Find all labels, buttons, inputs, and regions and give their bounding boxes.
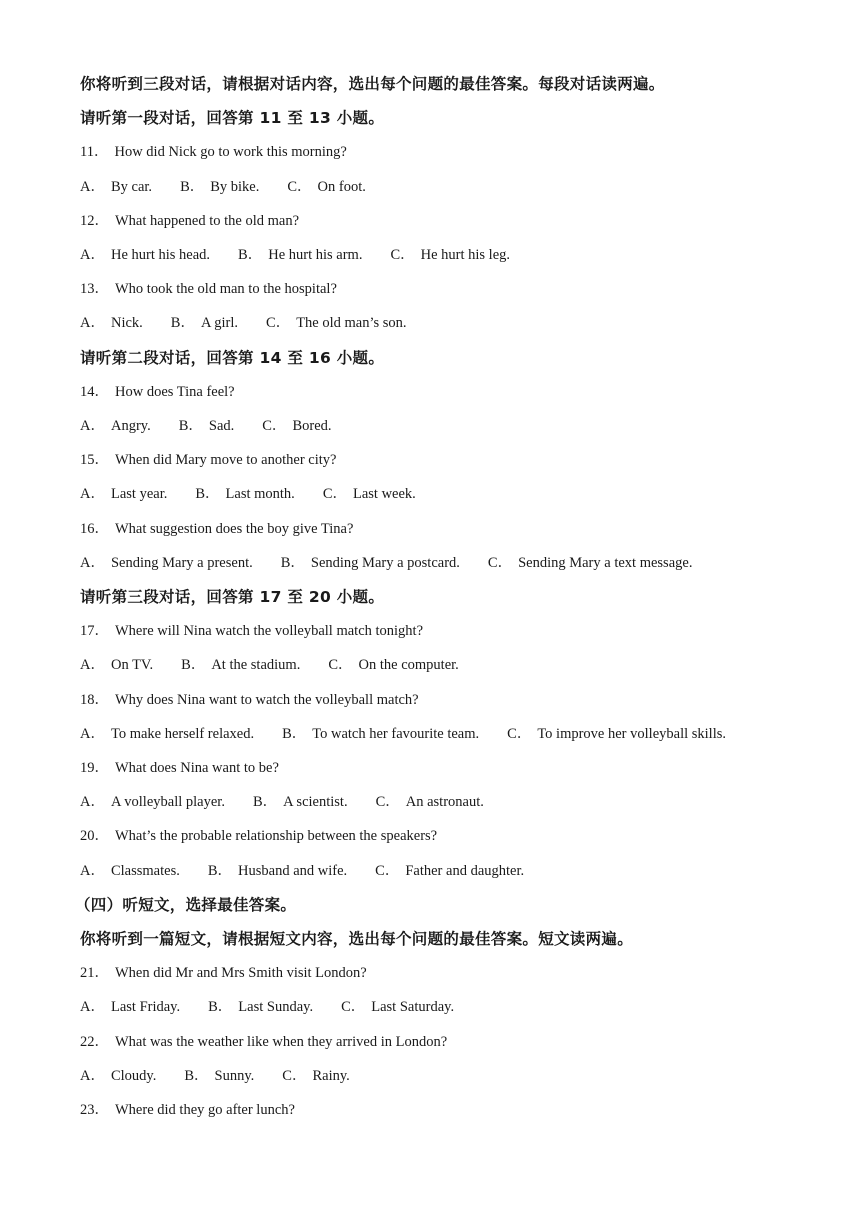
option-letter: B． — [238, 247, 263, 263]
option-text: By car. — [110, 179, 153, 195]
answer-option — [80, 997, 180, 1017]
options-row — [80, 997, 454, 1017]
answer-option — [80, 484, 167, 504]
question-number: 18． — [80, 692, 109, 708]
answer-option — [80, 245, 210, 265]
section-heading: 你将听到三段对话，请根据对话内容，选出每个问题的最佳答案。每段对话读两遍。 — [80, 75, 665, 93]
options-row — [80, 177, 366, 197]
option-letter: C． — [266, 315, 291, 331]
answer-option — [376, 792, 484, 812]
option-letter: B． — [180, 179, 205, 195]
question-number: 15． — [80, 452, 109, 468]
option-letter: B． — [170, 315, 195, 331]
answer-option — [80, 861, 180, 881]
question-line — [80, 963, 367, 983]
option-text: He hurt his head. — [110, 247, 211, 263]
option-letter: A． — [80, 794, 105, 810]
option-letter: A． — [80, 1068, 105, 1084]
option-letter: A． — [80, 999, 105, 1015]
option-text: A girl. — [200, 315, 239, 331]
question-number: 11． — [80, 144, 109, 160]
option-text: Sad. — [208, 418, 235, 434]
option-text: On foot. — [317, 179, 366, 195]
option-text: Sending Mary a text message. — [518, 555, 693, 571]
option-letter: C． — [390, 247, 415, 263]
option-letter: A． — [80, 418, 105, 434]
question-text: What suggestion does the boy give Tina? — [115, 521, 354, 537]
answer-option — [80, 313, 143, 333]
option-letter: B． — [282, 726, 307, 742]
question-text: What’s the probable relationship between the speakers? — [115, 828, 438, 844]
option-letter: C． — [322, 486, 347, 502]
question-number: 16． — [80, 521, 109, 537]
option-text: Bored. — [292, 418, 332, 434]
options-row — [80, 416, 332, 436]
option-text: A scientist. — [283, 794, 348, 810]
option-text: Classmates. — [110, 863, 180, 879]
option-text: Last Friday. — [110, 999, 181, 1015]
section-heading: 请听第二段对话，回答第 14 至 16 小题。 — [80, 349, 385, 367]
answer-option — [208, 861, 347, 881]
option-text: Last year. — [110, 486, 168, 502]
option-letter: B． — [181, 657, 206, 673]
option-letter: C． — [341, 999, 366, 1015]
section-heading: 请听第一段对话，回答第 11 至 13 小题。 — [80, 109, 385, 127]
option-text: Cloudy. — [110, 1068, 157, 1084]
option-letter: B． — [207, 863, 233, 879]
section-heading: 请听第三段对话，回答第 17 至 20 小题。 — [80, 588, 385, 606]
answer-option — [281, 553, 460, 573]
option-letter: B． — [280, 555, 305, 571]
option-letter: A． — [80, 726, 105, 742]
answer-option — [171, 313, 238, 333]
question-line — [80, 142, 347, 162]
options-row — [80, 724, 726, 744]
option-text: An astronaut. — [405, 794, 484, 810]
option-text: To watch her favourite team. — [312, 726, 480, 742]
option-text: To make herself relaxed. — [110, 726, 255, 742]
answer-option — [341, 997, 454, 1017]
answer-option — [253, 792, 348, 812]
options-row — [80, 655, 459, 675]
answer-option — [181, 655, 300, 675]
option-text: Father and daughter. — [405, 863, 525, 879]
answer-option — [328, 655, 458, 675]
option-letter: C． — [262, 418, 287, 434]
question-number: 12． — [80, 213, 109, 229]
question-number: 17． — [80, 623, 109, 639]
option-text: Sending Mary a postcard. — [310, 555, 460, 571]
option-letter: B． — [184, 1068, 209, 1084]
answer-option — [238, 245, 362, 265]
answer-option — [80, 416, 151, 436]
options-row — [80, 484, 416, 504]
question-number: 22． — [80, 1034, 109, 1050]
option-text: At the stadium. — [211, 657, 301, 673]
option-letter: C． — [375, 794, 400, 810]
question-line — [80, 1032, 447, 1052]
question-text: Where will Nina watch the volleyball match tonight? — [115, 623, 424, 639]
section-heading: （四）听短文，选择最佳答案。 — [75, 896, 297, 914]
option-letter: A． — [80, 863, 105, 879]
option-text: Last Sunday. — [238, 999, 314, 1015]
answer-option — [80, 655, 153, 675]
question-number: 14． — [80, 384, 109, 400]
option-letter: B． — [178, 418, 203, 434]
answer-option — [282, 1066, 350, 1086]
answer-option — [80, 792, 225, 812]
option-letter: A． — [80, 179, 105, 195]
answer-option — [375, 861, 524, 881]
question-number: 19． — [80, 760, 109, 776]
option-letter: C． — [282, 1068, 307, 1084]
option-letter: B． — [252, 794, 278, 810]
option-text: Nick. — [110, 315, 143, 331]
options-row — [80, 245, 510, 265]
question-line — [80, 382, 235, 402]
question-text: Why does Nina want to watch the volleyball match? — [115, 692, 419, 708]
answer-option — [262, 416, 331, 436]
answer-option — [390, 245, 510, 265]
question-line — [80, 1100, 295, 1120]
option-text: Husband and wife. — [238, 863, 348, 879]
question-number: 20． — [80, 828, 109, 844]
option-text: To improve her volleyball skills. — [537, 726, 726, 742]
question-text: What happened to the old man? — [115, 213, 300, 229]
answer-option — [80, 1066, 156, 1086]
question-line — [80, 690, 419, 710]
question-text: Who took the old man to the hospital? — [115, 281, 337, 297]
answer-option — [507, 724, 726, 744]
option-text: On the computer. — [358, 657, 459, 673]
options-row — [80, 861, 524, 881]
answer-option — [282, 724, 479, 744]
question-text: What does Nina want to be? — [115, 760, 279, 776]
option-text: Sunny. — [214, 1068, 255, 1084]
option-letter: C． — [507, 726, 532, 742]
option-letter: A． — [80, 657, 105, 673]
section-heading: 你将听到一篇短文，请根据短文内容，选出每个问题的最佳答案。短文读两遍。 — [80, 930, 634, 948]
question-text: Where did they go after lunch? — [115, 1102, 295, 1118]
option-letter: C． — [328, 657, 353, 673]
question-number: 23． — [80, 1102, 109, 1118]
option-text: On TV. — [110, 657, 154, 673]
question-line — [80, 826, 437, 846]
option-letter: B． — [195, 486, 220, 502]
option-text: Last Saturday. — [371, 999, 455, 1015]
answer-option — [80, 553, 253, 573]
option-text: Last week. — [352, 486, 416, 502]
question-text: When did Mary move to another city? — [115, 452, 337, 468]
option-letter: A． — [80, 486, 105, 502]
question-line — [80, 519, 353, 539]
options-row — [80, 792, 484, 812]
question-text: When did Mr and Mrs Smith visit London? — [115, 965, 367, 981]
answer-option — [180, 177, 259, 197]
option-letter: C． — [375, 863, 400, 879]
option-letter: A． — [80, 247, 105, 263]
question-line — [80, 211, 299, 231]
answer-option — [488, 553, 693, 573]
option-text: He hurt his arm. — [268, 247, 363, 263]
options-row — [80, 313, 407, 333]
question-line — [80, 279, 337, 299]
answer-option — [179, 416, 235, 436]
answer-option — [287, 177, 366, 197]
option-letter: A． — [80, 315, 105, 331]
option-text: Rainy. — [312, 1068, 350, 1084]
option-text: The old man’s son. — [296, 315, 407, 331]
option-letter: B． — [208, 999, 233, 1015]
answer-option — [323, 484, 416, 504]
option-text: Sending Mary a present. — [110, 555, 253, 571]
question-line — [80, 621, 423, 641]
answer-option — [266, 313, 407, 333]
question-number: 21． — [80, 965, 109, 981]
answer-option — [195, 484, 294, 504]
option-letter: C． — [487, 555, 513, 571]
option-text: A volleyball player. — [110, 794, 225, 810]
question-number: 13． — [80, 281, 109, 297]
options-row — [80, 1066, 350, 1086]
question-line — [80, 758, 279, 778]
option-text: Last month. — [225, 486, 295, 502]
answer-option — [80, 177, 152, 197]
answer-option — [208, 997, 313, 1017]
option-text: He hurt his leg. — [420, 247, 511, 263]
options-row — [80, 553, 692, 573]
answer-option — [80, 724, 254, 744]
option-letter: C． — [287, 179, 312, 195]
question-text: How did Nick go to work this morning? — [114, 144, 347, 160]
question-text: What was the weather like when they arrived in London? — [115, 1034, 448, 1050]
option-text: Angry. — [110, 418, 151, 434]
answer-option — [184, 1066, 254, 1086]
option-text: By bike. — [210, 179, 260, 195]
option-letter: A． — [80, 555, 105, 571]
question-text: How does Tina feel? — [115, 384, 235, 400]
question-line — [80, 450, 336, 470]
